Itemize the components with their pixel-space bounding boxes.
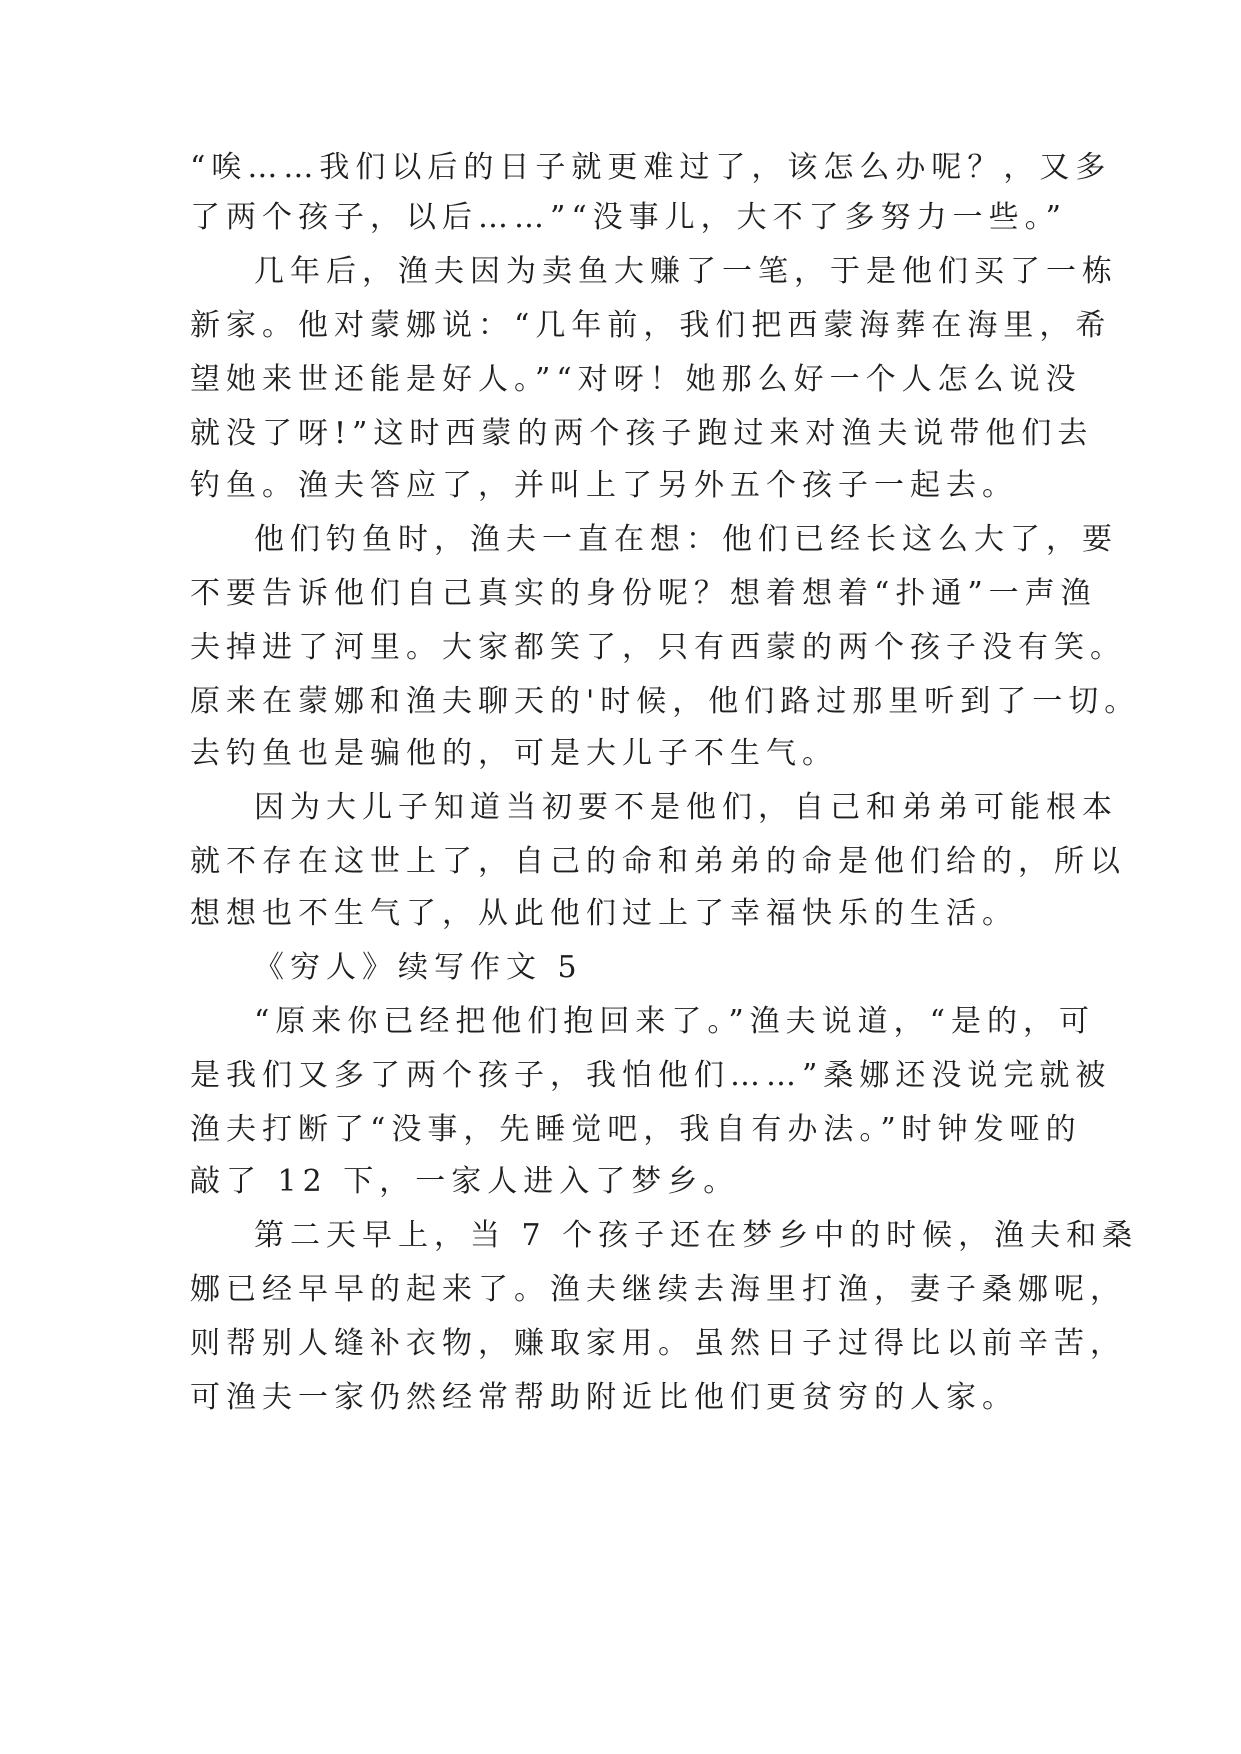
text-line: 钓鱼。渔夫答应了，并叫上了另外五个孩子一起去。 bbox=[190, 468, 1018, 503]
text-line: 就没了呀!”这时西蒙的两个孩子跑过来对渔夫说带他们去 bbox=[190, 416, 1094, 451]
text-line: 新家。他对蒙娜说：“几年前，我们把西蒙海葬在海里，希 bbox=[190, 308, 1112, 343]
text-line: 原来在蒙娜和渔夫聊天的'时候，他们路过那里听到了一切。 bbox=[190, 684, 1141, 719]
text-line: 望她来世还能是好人。”“对呀！她那么好一个人怎么说没 bbox=[190, 362, 1082, 397]
section-heading: 《穷人》续写作文 5 bbox=[254, 950, 583, 985]
text-line: 敲了 12 下，一家人进入了梦乡。 bbox=[190, 1164, 740, 1199]
text-line: 渔夫打断了“没事，先睡觉吧，我自有办法。”时钟发哑的 bbox=[190, 1112, 1082, 1147]
text-line: 可渔夫一家仍然经常帮助附近比他们更贫穷的人家。 bbox=[190, 1380, 1018, 1415]
paragraph-first-line: 第二天早上，当 7 个孩子还在梦乡中的时候，渔夫和桑 bbox=[254, 1218, 1139, 1253]
text-line: “唉……我们以后的日子就更难过了，该怎么办呢？，又多 bbox=[190, 150, 1112, 185]
paragraph-first-line: 他们钓鱼时，渔夫一直在想：他们已经长这么大了，要 bbox=[254, 522, 1118, 557]
paragraph-first-line: 因为大儿子知道当初要不是他们，自己和弟弟可能根本 bbox=[254, 790, 1118, 825]
paragraph-first-line: “原来你已经把他们抱回来了。”渔夫说道，“是的，可 bbox=[254, 1004, 1096, 1039]
text-line: 了两个孩子，以后……”“没事儿，大不了多努力一些。” bbox=[190, 200, 1068, 235]
text-line: 夫掉进了河里。大家都笑了，只有西蒙的两个孩子没有笑。 bbox=[190, 630, 1126, 665]
text-line: 娜已经早早的起来了。渔夫继续去海里打渔，妻子桑娜呢， bbox=[190, 1272, 1126, 1307]
text-line: 是我们又多了两个孩子，我怕他们……”桑娜还没说完就被 bbox=[190, 1058, 1112, 1093]
text-line: 就不存在这世上了，自己的命和弟弟的命是他们给的，所以 bbox=[190, 844, 1126, 879]
text-line: 则帮别人缝补衣物，赚取家用。虽然日子过得比以前辛苦， bbox=[190, 1326, 1126, 1361]
paragraph-first-line: 几年后，渔夫因为卖鱼大赚了一笔，于是他们买了一栋 bbox=[254, 254, 1118, 289]
text-line: 不要告诉他们自己真实的身份呢？想着想着“扑通”一声渔 bbox=[190, 576, 1097, 611]
text-line: 去钓鱼也是骗他的，可是大儿子不生气。 bbox=[190, 736, 838, 771]
text-line: 想想也不生气了，从此他们过上了幸福快乐的生活。 bbox=[190, 896, 1018, 931]
